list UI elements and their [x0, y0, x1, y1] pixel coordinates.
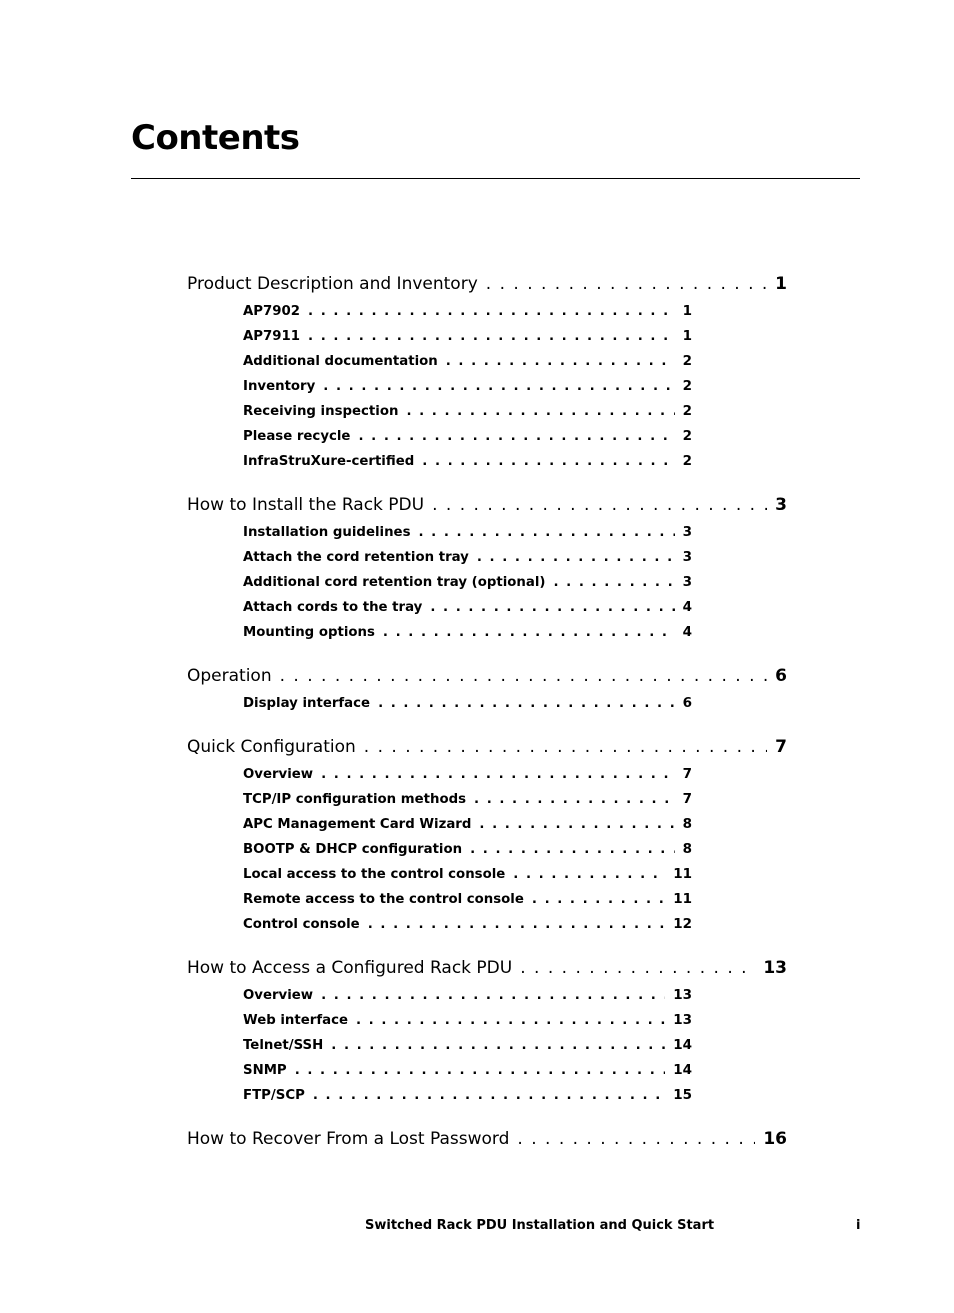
toc-subsection-page: 3	[682, 574, 692, 590]
toc-subsection-list	[243, 766, 692, 941]
toc-subsection-page: 3	[682, 549, 692, 565]
toc-subsection-title: FTP/SCP	[243, 1088, 305, 1103]
toc-subsection-entry[interactable]	[243, 574, 692, 599]
toc-subsection-list	[243, 303, 692, 478]
toc-subsection-page: 2	[682, 453, 692, 469]
toc-section-title: How to Install the Rack PDU	[187, 495, 425, 515]
toc-subsection-page: 8	[682, 816, 692, 832]
dot-leader	[280, 666, 768, 686]
dot-leader	[383, 625, 675, 640]
toc-subsection-entry[interactable]	[243, 841, 692, 866]
toc-subsection-title: AP7911	[243, 329, 301, 344]
dot-leader	[418, 525, 674, 540]
toc-subsection-list	[243, 695, 692, 720]
toc-section-title: How to Recover From a Lost Password	[187, 1129, 510, 1149]
toc-subsection-title: Receiving inspection	[243, 404, 399, 419]
toc-section-title: How to Access a Configured Rack PDU	[187, 958, 513, 978]
title-divider	[131, 178, 860, 179]
dot-leader	[479, 817, 674, 832]
toc-subsection-entry[interactable]	[243, 891, 692, 916]
dot-leader	[553, 575, 674, 590]
dot-leader	[308, 304, 675, 319]
toc-subsection-page: 4	[682, 624, 692, 640]
toc-subsection-page: 2	[682, 428, 692, 444]
toc-subsection-page: 2	[682, 353, 692, 369]
toc-subsection-page: 7	[682, 766, 692, 782]
dot-leader	[520, 958, 755, 978]
toc-subsection-title: Local access to the control console	[243, 867, 506, 882]
dot-leader	[517, 1129, 755, 1149]
toc-subsection-title: Please recycle	[243, 429, 351, 444]
dot-leader	[470, 842, 675, 857]
dot-leader	[364, 737, 767, 757]
toc-subsection-entry[interactable]	[243, 624, 692, 649]
dot-leader	[430, 600, 674, 615]
dot-leader	[368, 917, 665, 932]
toc-subsection-entry[interactable]	[243, 328, 692, 353]
toc-section-page: 1	[775, 274, 787, 294]
toc-subsection-entry[interactable]	[243, 987, 692, 1012]
toc-subsection-page: 12	[673, 916, 692, 932]
toc-section-page: 7	[775, 737, 787, 757]
footer-page-number: i	[856, 1218, 861, 1233]
toc-subsection-page: 15	[673, 1087, 692, 1103]
toc-subsection-title: Attach cords to the tray	[243, 600, 423, 615]
dot-leader	[358, 429, 674, 444]
dot-leader	[532, 892, 665, 907]
toc-subsection-entry[interactable]	[243, 453, 692, 478]
toc-section-page: 3	[775, 495, 787, 515]
dot-leader	[378, 696, 675, 711]
toc-section	[187, 274, 787, 478]
toc-subsection-page: 2	[682, 378, 692, 394]
toc-subsection-list	[243, 987, 692, 1112]
dot-leader	[422, 454, 674, 469]
dot-leader	[446, 354, 675, 369]
toc-subsection-page: 1	[682, 303, 692, 319]
toc-subsection-entry[interactable]	[243, 1012, 692, 1037]
toc-subsection-entry[interactable]	[243, 816, 692, 841]
dot-leader	[486, 274, 767, 294]
toc-subsection-title: Additional documentation	[243, 354, 438, 369]
toc-subsection-title: BOOTP & DHCP configuration	[243, 842, 463, 857]
table-of-contents	[187, 274, 787, 1173]
toc-subsection-entry[interactable]	[243, 428, 692, 453]
toc-subsection-title: APC Management Card Wizard	[243, 817, 472, 832]
toc-section-heading[interactable]	[187, 958, 787, 985]
toc-subsection-entry[interactable]	[243, 303, 692, 328]
dot-leader	[356, 1013, 665, 1028]
toc-subsection-title: Telnet/SSH	[243, 1038, 324, 1053]
toc-subsection-entry[interactable]	[243, 766, 692, 791]
toc-subsection-entry[interactable]	[243, 695, 692, 720]
toc-subsection-title: Display interface	[243, 696, 371, 711]
dot-leader	[477, 550, 675, 565]
toc-subsection-title: Installation guidelines	[243, 525, 411, 540]
toc-subsection-list	[243, 524, 692, 649]
toc-subsection-entry[interactable]	[243, 1062, 692, 1087]
toc-subsection-title: Additional cord retention tray (optional)	[243, 575, 546, 590]
toc-section-title: Product Description and Inventory	[187, 274, 478, 294]
toc-section-heading[interactable]	[187, 666, 787, 693]
toc-section	[187, 958, 787, 1112]
toc-subsection-title: Overview	[243, 988, 314, 1003]
toc-subsection-entry[interactable]	[243, 353, 692, 378]
toc-subsection-entry[interactable]	[243, 524, 692, 549]
toc-section-title: Quick Configuration	[187, 737, 356, 757]
toc-subsection-title: InfraStruXure-certified	[243, 454, 415, 469]
toc-section-page: 16	[763, 1129, 787, 1149]
dot-leader	[474, 792, 675, 807]
toc-subsection-entry[interactable]	[243, 378, 692, 403]
dot-leader	[331, 1038, 665, 1053]
dot-leader	[406, 404, 674, 419]
toc-section-page: 13	[763, 958, 787, 978]
toc-section-title: Operation	[187, 666, 272, 686]
toc-subsection-title: SNMP	[243, 1063, 287, 1078]
dot-leader	[321, 767, 675, 782]
toc-subsection-page: 7	[682, 791, 692, 807]
toc-subsection-page: 14	[673, 1037, 692, 1053]
dot-leader	[321, 988, 665, 1003]
dot-leader	[513, 867, 665, 882]
toc-subsection-title: Attach the cord retention tray	[243, 550, 469, 565]
dot-leader	[295, 1063, 666, 1078]
toc-subsection-entry[interactable]	[243, 403, 692, 428]
dot-leader	[308, 329, 675, 344]
toc-subsection-title: Inventory	[243, 379, 316, 394]
toc-subsection-page: 13	[673, 987, 692, 1003]
toc-subsection-page: 8	[682, 841, 692, 857]
toc-section-heading[interactable]	[187, 737, 787, 764]
toc-section	[187, 495, 787, 649]
toc-section	[187, 666, 787, 720]
toc-section-heading[interactable]	[187, 495, 787, 522]
toc-subsection-entry[interactable]	[243, 599, 692, 624]
toc-subsection-entry[interactable]	[243, 1087, 692, 1112]
toc-section-page: 6	[775, 666, 787, 686]
toc-subsection-entry[interactable]	[243, 549, 692, 574]
toc-subsection-entry[interactable]	[243, 916, 692, 941]
toc-subsection-page: 3	[682, 524, 692, 540]
toc-subsection-page: 4	[682, 599, 692, 615]
toc-subsection-title: Web interface	[243, 1013, 348, 1028]
page-title: Contents	[131, 118, 300, 158]
toc-subsection-title: Control console	[243, 917, 360, 932]
toc-section-heading[interactable]	[187, 1129, 787, 1156]
toc-subsection-entry[interactable]	[243, 866, 692, 891]
toc-subsection-page: 6	[682, 695, 692, 711]
toc-subsection-page: 2	[682, 403, 692, 419]
toc-subsection-page: 14	[673, 1062, 692, 1078]
toc-subsection-page: 1	[682, 328, 692, 344]
toc-subsection-title: TCP/IP configuration methods	[243, 792, 467, 807]
footer-document-title: Switched Rack PDU Installation and Quick Start	[365, 1218, 715, 1233]
toc-subsection-title: AP7902	[243, 304, 301, 319]
toc-subsection-page: 11	[673, 866, 692, 882]
toc-subsection-entry[interactable]	[243, 1037, 692, 1062]
toc-section	[187, 1129, 787, 1156]
toc-section	[187, 737, 787, 941]
dot-leader	[323, 379, 674, 394]
toc-section-heading[interactable]	[187, 274, 787, 301]
toc-subsection-title: Overview	[243, 767, 314, 782]
dot-leader	[432, 495, 767, 515]
dot-leader	[313, 1088, 665, 1103]
toc-subsection-title: Mounting options	[243, 625, 375, 640]
toc-subsection-entry[interactable]	[243, 791, 692, 816]
toc-subsection-page: 13	[673, 1012, 692, 1028]
toc-subsection-title: Remote access to the control console	[243, 892, 524, 907]
toc-subsection-page: 11	[673, 891, 692, 907]
